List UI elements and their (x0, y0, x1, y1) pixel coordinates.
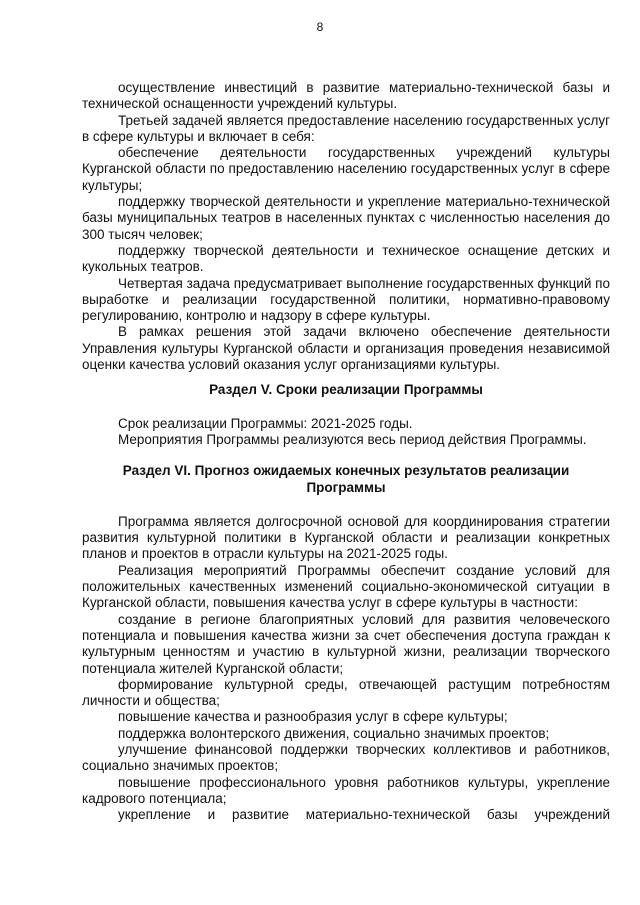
paragraph: создание в регионе благоприятных условий для развития человеческого потенциала и повышения качества жизни за счет обеспечения доступа граждан к культурным ценностям и участию в культурной жизни, реализации творческого потенциала жителей Курганской области; (82, 611, 610, 676)
paragraph: Срок реализации Программы: 2021-2025 годы. (118, 415, 413, 431)
paragraph: Четвертая задача предусматривает выполнение государственных функций по выработке и реализации государственной политики, нормативно-правовому регулированию, контролю и надзору в сфере культуры. (82, 275, 610, 324)
paragraph: осуществление инвестиций в развитие материально-технической базы и технической оснащенности учреждений культуры. (82, 80, 610, 112)
document-body (82, 80, 610, 823)
section-6-heading: Раздел VI. Прогноз ожидаемых конечных результатов реализации Программы (122, 463, 570, 495)
paragraph-last-line: укрепление и развитие материально-технической базы учреждений (118, 807, 610, 823)
paragraph: поддержку творческой деятельности и техническое оснащение детских и кукольных театров. (82, 242, 610, 275)
paragraph: обеспечение деятельности государственных учреждений культуры Курганской области по предоставлению населению государственных услуг в сфере культуры; (82, 145, 610, 193)
section-5-heading: Раздел V. Сроки реализации Программы (209, 382, 483, 398)
page-number: 8 (316, 20, 324, 34)
paragraph: Мероприятия Программы реализуются весь период действия Программы. (118, 431, 587, 447)
paragraph: Реализация мероприятий Программы обеспечит создание условий для положительных качественных изменений социально-экономической ситуации в Курганской области, повышения качества услуг в сфере культуры в частности: (82, 562, 610, 611)
paragraph: формирование культурной среды, отвечающей растущим потребностям личности и общества; (82, 676, 610, 709)
paragraph: Программа является долгосрочной основой для координирования стратегии развития культурной политики в Курганской области и реализации конкретных планов и проектов в отрасли культуры на 2021-2025 годы. (82, 513, 610, 562)
paragraph: повышение качества и разнообразия услуг в сфере культуры; (118, 709, 508, 725)
paragraph: В рамках решения этой задачи включено обеспечение деятельности Управления культуры Курганской области и организация проведения независимой оценки качества условий оказания услуг организациями культуры. (82, 324, 610, 373)
paragraph: Третьей задачей является предоставление населению государственных услуг в сфере культуры и включает в себя: (82, 112, 610, 144)
paragraph: повышение профессионального уровня работников культуры, укрепление кадрового потенциала; (82, 774, 610, 806)
paragraph: улучшение финансовой поддержки творческих коллективов и работников, социально значимых проектов; (82, 741, 610, 774)
paragraph: поддержку творческой деятельности и укрепление материально-технической базы муниципальных театров в населенных пунктах с численностью населения до 300 тысяч человек; (82, 194, 610, 242)
paragraph: поддержка волонтерского движения, социально значимых проектов; (118, 725, 550, 741)
